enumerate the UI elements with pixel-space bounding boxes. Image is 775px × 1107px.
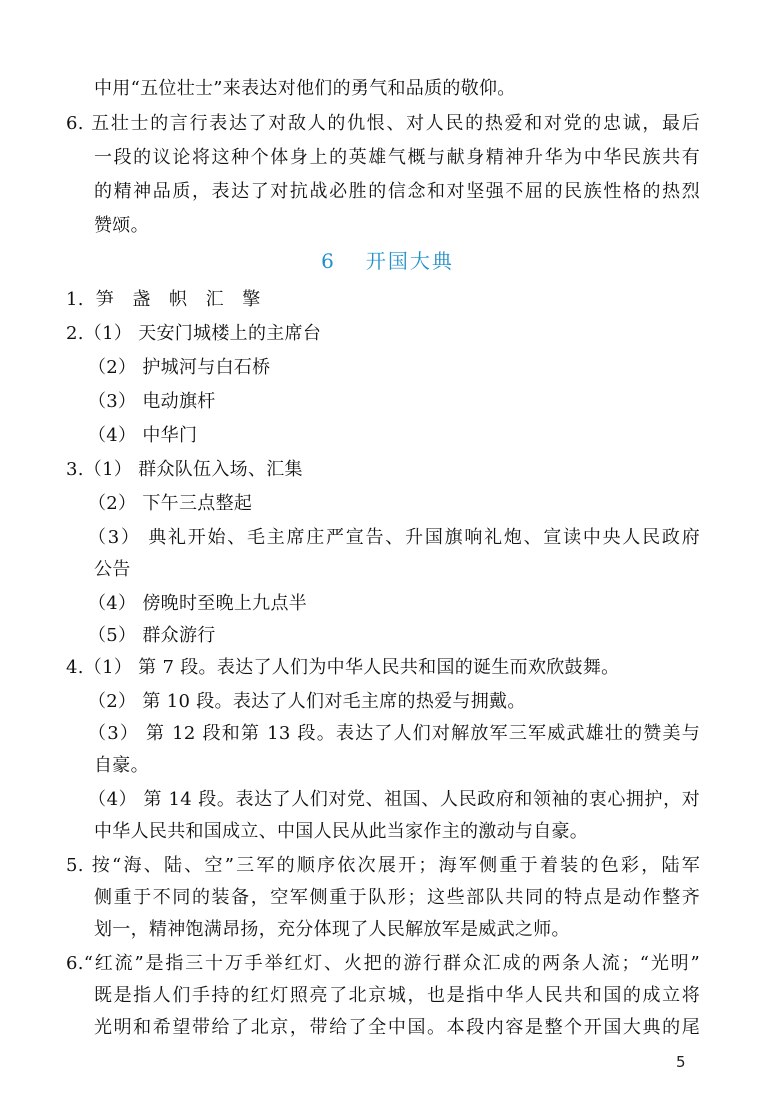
- answer-3-item-4: （4） 傍晚时至晚上九点半: [88, 593, 308, 614]
- answer-4-item-2: （2） 第 10 段。表达了人们对毛主席的热爱与拥戴。: [88, 691, 526, 712]
- page-number: 5: [676, 1053, 686, 1071]
- answer-2-item-2: （2） 护城河与白石桥: [88, 357, 271, 378]
- answer-3-item-3-cont: 公告: [94, 559, 131, 580]
- section-number: 6: [321, 249, 336, 273]
- answer-2-item-1: 2.（1） 天安门城楼上的主席台: [66, 323, 322, 344]
- answer-1: 1. 笋 盏 帜 汇 擎: [66, 289, 261, 310]
- answer-2-item-4: （4） 中华门: [88, 425, 198, 446]
- answer-4-item-4: （4） 第 14 段。表达了人们对党、祖国、人民政府和领袖的衷心拥护，对: [88, 789, 700, 810]
- answer-3-item-5: （5） 群众游行: [88, 625, 216, 646]
- section-title-text: 开国大典: [365, 249, 454, 273]
- answer-5-line-1: 5. 按“海、陆、空”三军的顺序依次展开；海军侧重于着装的色彩，陆军: [66, 855, 700, 876]
- text-line-1: 中用“五位壮士”来表达对他们的勇气和品质的敬仰。: [94, 78, 516, 99]
- answer-4-item-4-cont: 中华人民共和国成立、中国人民从此当家作主的激动与自豪。: [94, 821, 589, 842]
- answer-4-item-3-cont: 自豪。: [94, 755, 149, 776]
- answer-6b-line-1: 6.“红流”是指三十万手举红灯、火把的游行群众汇成的两条人流；“光明”: [66, 953, 700, 974]
- answer-6b-line-2: 既是指人们手持的红灯照亮了北京城，也是指中华人民共和国的成立将: [94, 985, 700, 1006]
- section-title: [0, 248, 775, 274]
- answer-4-item-3: （3） 第 12 段和第 13 段。表达了人们对解放军三军威武雄壮的赞美与: [88, 723, 700, 744]
- answer-2-item-3: （3） 电动旗杆: [88, 391, 216, 412]
- answer-6-line-1: 6. 五壮士的言行表达了对敌人的仇恨、对人民的热爱和对党的忠诚，最后: [66, 113, 700, 134]
- answer-6-line-2: 一段的议论将这种个体身上的英雄气概与献身精神升华为中华民族共有: [94, 147, 700, 168]
- answer-5-line-2: 侧重于不同的装备，空军侧重于队形；这些部队共同的特点是动作整齐: [94, 887, 700, 908]
- answer-6b-line-3: 光明和希望带给了北京，带给了全中国。本段内容是整个开国大典的尾: [94, 1017, 700, 1038]
- answer-5-line-3: 划一，精神饱满昂扬，充分体现了人民解放军是威武之师。: [94, 919, 570, 940]
- answer-3-item-3: （3） 典礼开始、毛主席庄严宣告、升国旗响礼炮、宣读中央人民政府: [88, 527, 700, 548]
- answer-3-item-1: 3.（1） 群众队伍入场、汇集: [66, 459, 303, 480]
- answer-6-line-3: 的精神品质，表达了对抗战必胜的信念和对坚强不屈的民族性格的热烈: [94, 181, 700, 202]
- answer-3-item-2: （2） 下午三点整起: [88, 493, 253, 514]
- answer-4-item-1: 4.（1） 第 7 段。表达了人们为中华人民共和国的诞生而欢欣鼓舞。: [66, 657, 620, 678]
- answer-6-line-4: 赞颂。: [94, 215, 149, 236]
